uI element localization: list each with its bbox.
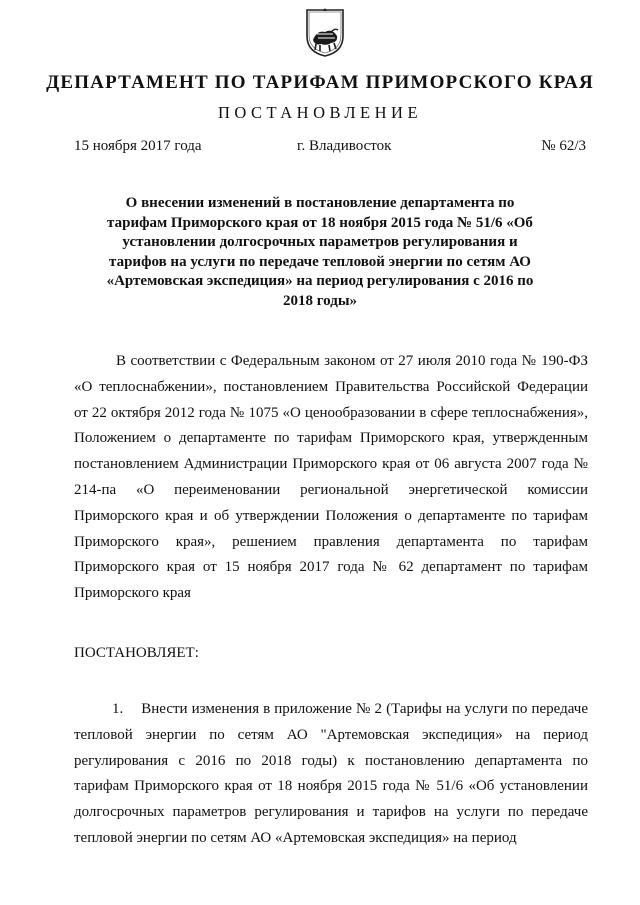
document-city: г. Владивосток: [297, 138, 392, 154]
resolution-item-1: [74, 697, 588, 852]
document-number: № 62/3: [541, 138, 586, 154]
resolves-heading: ПОСТАНОВЛЯЕТ:: [74, 645, 199, 661]
document-type-heading: ПОСТАНОВЛЕНИЕ: [217, 103, 423, 122]
organization-heading: ДЕПАРТАМЕНТ ПО ТАРИФАМ ПРИМОРСКОГО КРАЯ: [46, 72, 594, 93]
item-text: Внести изменения в приложение № 2 (Тарифы на услуги по передаче тепловой энергии по сетям АО "Артемовская экспедиция» на период регулирования с 2016 по 2018 годы) к постановлению департамента по тарифам Приморского края от 18 ноября 2015 года № 51/6 «Об установлении долгосрочных параметров регулирования и тарифов на услуги по передаче тепловой энергии по сетям АО «Артемовская экспедиция» на период: [74, 701, 588, 846]
coat-of-arms-emblem-icon: [305, 6, 345, 58]
document-title: О внесении изменений в постановление департамента по тарифам Приморского края от 18 ноября 2015 года № 51/6 «Об установлении долгосрочных параметров регулирования и тарифов на услуги по передаче тепловой энергии по сетям АО «Артемовская экспедиция» на период регулирования с 2016 по 2018 годы»: [106, 195, 534, 309]
item-number: 1.: [112, 701, 124, 717]
preamble-paragraph: В соответствии с Федеральным законом от 27 июля 2010 года № 190-ФЗ «О теплоснабжении», постановлением Правительства Российской Федерации от 22 октября 2012 года № 1075 «О ценообразовании в сфере теплоснабжения», Положением о департаменте по тарифам Приморского края, утвержденным постановлением Администрации Приморского края от 06 августа 2007 года № 214-па «О переименовании региональной энергетической комиссии Приморского края и об утверждении Положения о департаменте по тарифам Приморского края», решением правления департамента по тарифам Приморского края от 15 ноября 2017 года № 62 департамент по тарифам Приморского края: [74, 353, 588, 602]
document-date: 15 ноября 2017 года: [74, 138, 202, 154]
